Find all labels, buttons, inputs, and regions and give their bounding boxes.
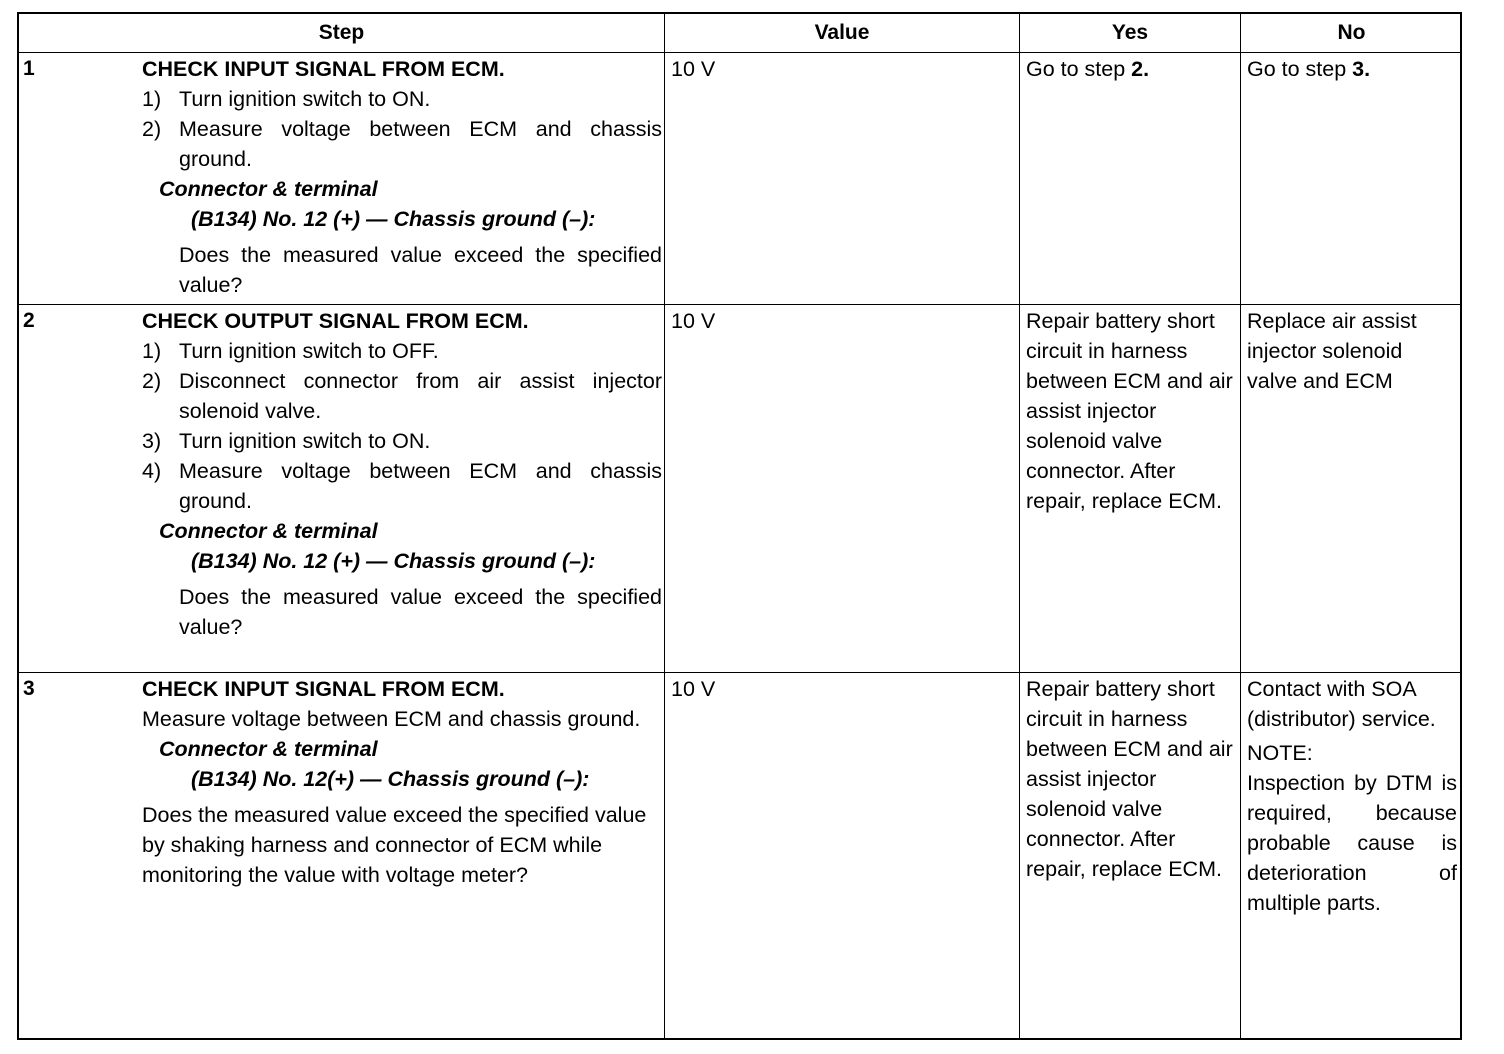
instruction-item: 1) Turn ignition switch to OFF. — [142, 339, 439, 363]
instruction-item: 3) Turn ignition switch to ON. — [142, 429, 431, 453]
header-no: No — [1337, 21, 1366, 44]
header-divider — [19, 52, 1460, 53]
row-divider — [19, 304, 1460, 305]
instruction-item: 2) Measure voltage between ECM and chassis ground. — [142, 117, 662, 171]
connector-value: (B134) No. 12(+) — Chassis ground (–): — [191, 767, 590, 791]
value-cell: 10 V — [671, 677, 716, 701]
header-yes: Yes — [1111, 21, 1149, 44]
step-title: CHECK INPUT SIGNAL FROM ECM. — [142, 677, 505, 701]
column-divider — [664, 14, 665, 1038]
value-cell: 10 V — [671, 57, 716, 81]
step-content — [142, 674, 662, 890]
no-cell: Go to step 3. — [1247, 57, 1371, 81]
header-step: Step — [318, 21, 365, 44]
instruction-item: 1) Turn ignition switch to ON. — [142, 87, 431, 111]
connector-value: (B134) No. 12 (+) — Chassis ground (–): — [191, 549, 596, 573]
step-instructions — [142, 84, 662, 174]
column-divider — [1019, 14, 1020, 1038]
step-number: 3 — [23, 677, 35, 700]
yes-cell: Repair battery short circuit in harness between ECM and air assist injector solenoid valve connector. After repair, replace ECM. — [1026, 677, 1233, 881]
yes-cell: Go to step 2. — [1026, 57, 1150, 81]
no-cell — [1247, 674, 1457, 918]
connector-label: Connector & terminal — [159, 177, 378, 201]
step-intro: Measure voltage between ECM and chassis ground. — [142, 707, 641, 731]
step-content — [142, 306, 662, 642]
note-text: Inspection by DTM is required, because probable cause is deterioration of multiple parts. — [1247, 771, 1457, 915]
row-divider — [19, 672, 1460, 673]
step-question: Does the measured value exceed the specified value by shaking harness and connector of ECM while monitoring the value with voltage meter? — [142, 803, 647, 887]
instruction-item: 2) Disconnect connector from air assist injector solenoid valve. — [142, 369, 662, 423]
step-instructions — [142, 336, 662, 516]
connector-value: (B134) No. 12 (+) — Chassis ground (–): — [191, 207, 596, 231]
troubleshooting-table — [17, 12, 1462, 1040]
step-number: 2 — [23, 309, 35, 332]
step-question: Does the measured value exceed the specified value? — [179, 243, 662, 297]
step-content — [142, 54, 662, 300]
note-label: NOTE: — [1247, 741, 1313, 765]
step-title: CHECK INPUT SIGNAL FROM ECM. — [142, 57, 505, 81]
no-cell: Replace air assist injector solenoid valve and ECM — [1247, 309, 1417, 393]
step-title: CHECK OUTPUT SIGNAL FROM ECM. — [142, 309, 529, 333]
connector-label: Connector & terminal — [159, 519, 378, 543]
yes-cell: Repair battery short circuit in harness between ECM and air assist injector solenoid valve connector. After repair, replace ECM. — [1026, 309, 1233, 513]
instruction-item: 4) Measure voltage between ECM and chassis ground. — [142, 459, 662, 513]
column-divider — [1240, 14, 1241, 1038]
step-question: Does the measured value exceed the specified value? — [179, 585, 662, 639]
no-text: Contact with SOA (distributor) service. — [1247, 677, 1436, 731]
value-cell: 10 V — [671, 309, 716, 333]
header-value: Value — [814, 21, 870, 44]
step-number: 1 — [23, 57, 35, 80]
connector-label: Connector & terminal — [159, 737, 378, 761]
